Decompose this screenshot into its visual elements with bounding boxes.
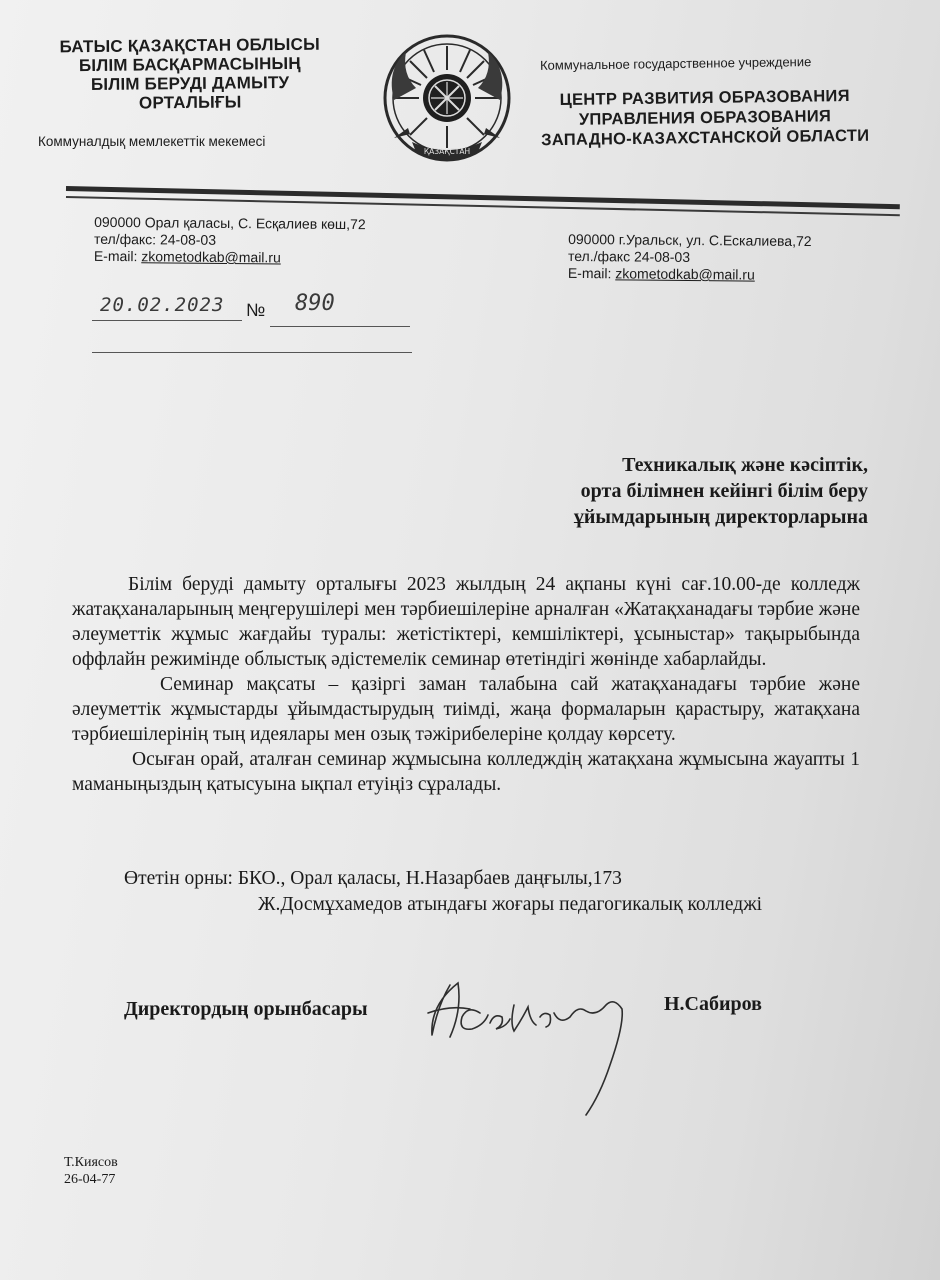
- org-name-russian-line: ЗАПАДНО-КАЗАХСТАНСКОЙ ОБЛАСТИ: [541, 126, 870, 150]
- phone-line: тел/факс: 24-08-03: [93, 230, 217, 248]
- org-type-kazakh: Коммуналдық мемлекеттік мекемесі: [38, 134, 266, 149]
- org-name-kazakh-line: БІЛІМ БАСҚАРМАСЫНЫҢ: [78, 53, 301, 76]
- body-paragraph: Семинар мақсаты – қазіргі заман талабына сай жатақханадағы тәрбие және әлеуметтік жұмыстарды ұйымдастырудың тиімді, жаңа формаларын қарастыру, жатақхана тәрбиешілерінің тың идеялары мен озық тәжірибелеріне қолдау көрсету.: [72, 674, 860, 745]
- org-name-russian-line: УПРАВЛЕНИЯ ОБРАЗОВАНИЯ: [578, 107, 832, 129]
- addressee-block: [440, 452, 868, 530]
- address-line: 090000 Орал қаласы, С. Есқалиев көш,72: [94, 213, 366, 233]
- reg-date: 20.02.2023: [100, 294, 225, 316]
- addressee-line: Техникалық және кәсіптік,: [622, 454, 868, 476]
- signatory-title: Директордың орынбасары: [124, 998, 368, 1020]
- email-line: [568, 265, 812, 284]
- reference-underline: [92, 352, 412, 353]
- org-name-kazakh-line: БІЛІМ БЕРУДІ ДАМЫТУ: [90, 72, 290, 95]
- venue-line: Өтетін орны: БКО., Орал қаласы, Н.Назарбаев даңғылы,173: [124, 868, 622, 889]
- org-name-kazakh-line: БАТЫС ҚАЗАҚСТАН ОБЛЫСЫ: [59, 34, 320, 57]
- phone-line: тел./факс 24-08-03: [567, 247, 691, 266]
- executor-phone: 26-04-77: [64, 1172, 116, 1187]
- addressee-line: ұйымдарының директорларына: [573, 506, 868, 528]
- signatory-name: Н.Сабиров: [664, 993, 762, 1015]
- email-label: E-mail:: [93, 247, 142, 265]
- email-line: [94, 248, 366, 267]
- reg-number: 890: [295, 291, 335, 316]
- org-name-kazakh: [30, 34, 351, 113]
- org-type-russian: Коммунальное государственное учреждение: [539, 54, 812, 73]
- address-kazakh: [94, 214, 366, 267]
- body-paragraph: Білім беруді дамыту орталығы 2023 жылдың 24 ақпаны күні сағ.10.00-де колледж жатақханаларының меңгерушілері мен тәрбиешілеріне арналған «Жатақханадағы тәрбие және әлеуметтік жұмыс жағдайы туралы: жетістіктері, кемшіліктері, ұсыныстар» тақырыбында оффлайн режимінде облыстық әдістемелік семинар өтетіндігі жөнінде хабарлайды.: [72, 574, 860, 670]
- address-russian: [568, 231, 812, 284]
- org-name-russian: [520, 85, 891, 150]
- executor-name: Т.Киясов: [64, 1155, 118, 1170]
- reg-number-sign: №: [246, 300, 266, 320]
- email-label: E-mail:: [567, 264, 616, 282]
- org-name-russian-line: ЦЕНТР РАЗВИТИЯ ОБРАЗОВАНИЯ: [559, 86, 850, 110]
- number-underline: [270, 326, 410, 327]
- org-name-kazakh-line: ОРТАЛЫҒЫ: [138, 92, 242, 113]
- handwritten-signature: [410, 965, 670, 1135]
- emblem-ribbon-text: ҚАЗАҚСТАН: [423, 147, 471, 156]
- address-line: 090000 г.Уральск, ул. С.Ескалиева,72: [568, 230, 812, 250]
- body-paragraph: Осыған орай, аталған семинар жұмысына колледждің жатақхана жұмысына жауапты 1 маманыңыздың қатысуына ықпал етуіңіз сұралады.: [72, 749, 860, 795]
- addressee-line: орта білімнен кейінгі білім беру: [580, 480, 868, 502]
- executor-info: [64, 1154, 118, 1188]
- email-link[interactable]: zkometodkab@mail.ru: [141, 248, 281, 266]
- letter-body: [72, 572, 860, 797]
- date-underline: [92, 320, 242, 321]
- email-link[interactable]: zkometodkab@mail.ru: [615, 265, 755, 283]
- venue-name-line: Ж.Досмұхамедов атындағы жоғары педагогикалық колледжі: [258, 894, 763, 915]
- state-emblem-icon: [372, 30, 522, 170]
